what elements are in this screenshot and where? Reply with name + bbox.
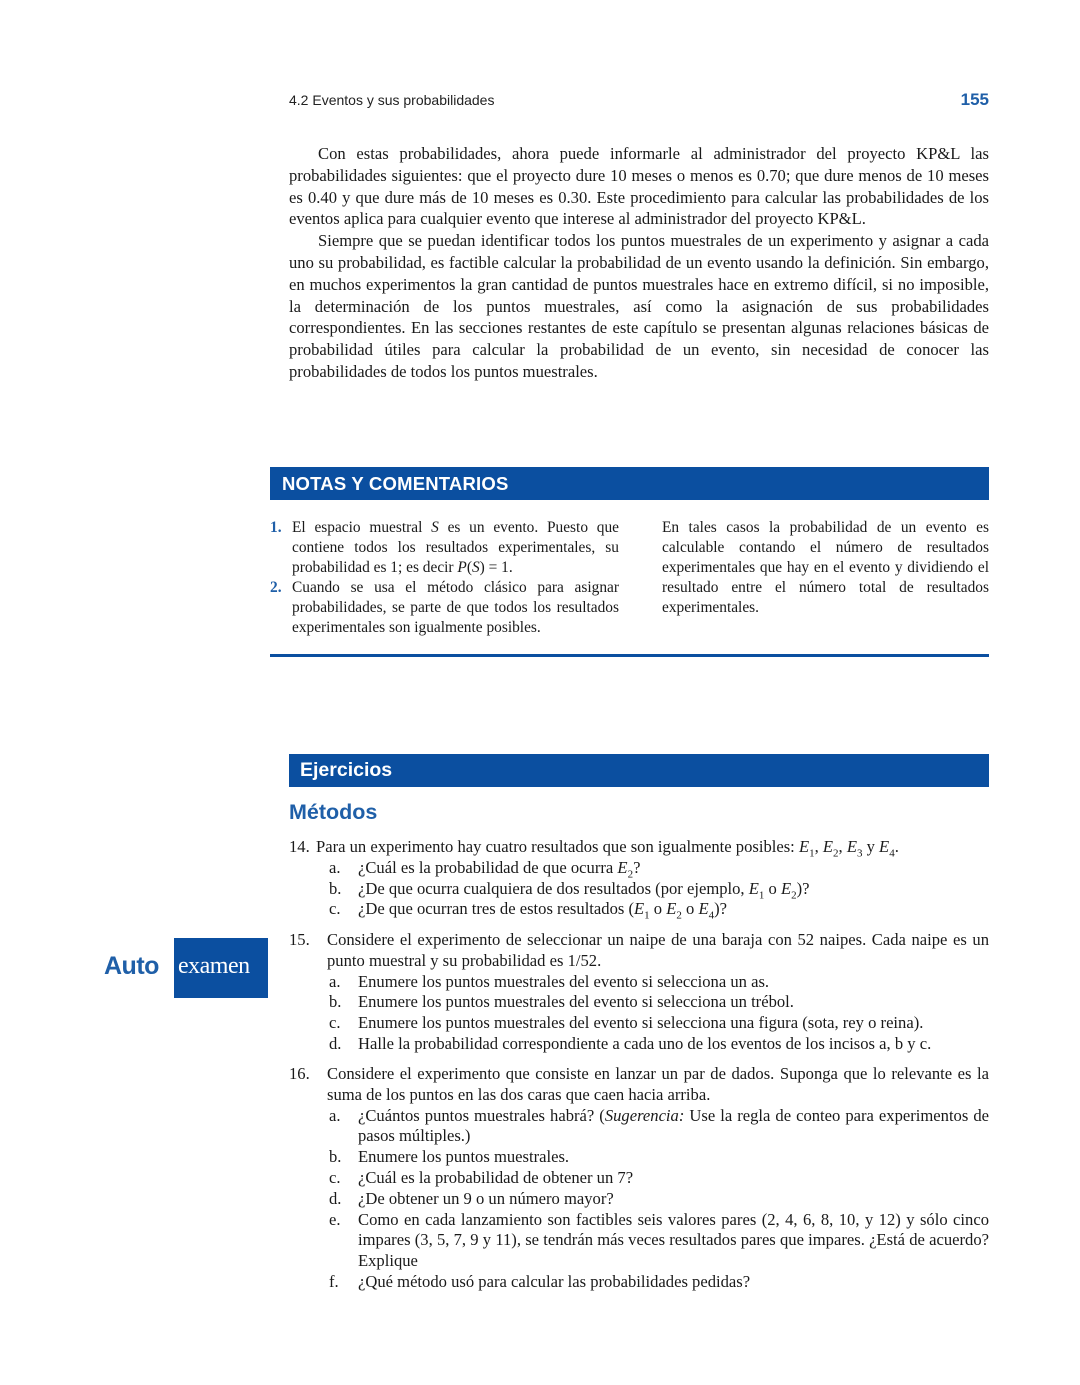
note-2	[270, 578, 619, 638]
note-1-text-c: ) = 1.	[479, 559, 513, 576]
math-e: E	[634, 899, 645, 919]
autoexamen-auto: Auto	[104, 952, 159, 980]
math-e: E	[666, 899, 677, 919]
math-sub: 4	[708, 909, 715, 922]
item-text: Enumere los puntos muestrales del evento si selecciona un as.	[358, 971, 770, 991]
math-sub: 1	[758, 888, 765, 901]
note-2-continuation: En tales casos la probabilidad de un evento es calculable contando el número de resultados experimentales que hay en el evento y dividiendo el resultado entre el número total de resultados experimentales.	[662, 519, 989, 616]
item-text: Como en cada lanzamiento son factibles seis valores pares (2, 4, 6, 8, 10, y 12) y sólo cinco impares (3, 5, 7, 9 y 11), se tendrán más veces resultados pares que impares. ¿Está de acuerdo? Explique	[358, 1209, 989, 1271]
math-sub: 1	[809, 847, 815, 860]
note-2-text: Cuando se usa el método clásico para asignar probabilidades, se parte de que todos los resultados experimentales son igualmente posibles.	[292, 579, 619, 636]
item-text: Halle la probabilidad correspondiente a cada uno de los eventos de los incisos a, b y c.	[358, 1033, 932, 1053]
item-text: o	[649, 899, 667, 919]
note-1	[270, 518, 619, 578]
exercise-16	[289, 1064, 989, 1293]
item-text: ¿Cuántos puntos muestrales habrá? (	[358, 1105, 605, 1125]
item-text: ¿De obtener un 9 o un número mayor?	[358, 1188, 614, 1208]
item-text: ?	[633, 857, 641, 877]
exercise-16-f	[289, 1272, 989, 1293]
running-header	[289, 92, 989, 114]
page-number: 155	[960, 90, 989, 109]
item-text: Enumere los puntos muestrales.	[358, 1147, 570, 1167]
note-1-number: 1.	[270, 519, 282, 536]
exercise-number: 15.	[289, 930, 310, 949]
math-sep: ,	[838, 837, 847, 856]
exercise-16-stem	[289, 1064, 989, 1106]
note-1-text-b: es un evento. Puesto que contiene todos los resultados experimentales, su probabilidad es 1; es decir	[292, 519, 619, 576]
exercise-number: 16.	[289, 1064, 310, 1083]
exercises-title: Ejercicios	[300, 759, 393, 781]
exercise-16-d	[289, 1189, 989, 1210]
note-1-text-a: El espacio muestral	[292, 519, 432, 536]
item-text: ¿Qué método usó para calcular las probabilidades pedidas?	[358, 1271, 751, 1291]
item-label: f.	[329, 1271, 339, 1291]
math-sep: ,	[814, 837, 823, 856]
item-label: a.	[329, 971, 341, 991]
math-sep: y	[862, 837, 880, 856]
exercises-header-bar	[289, 754, 989, 787]
exercise-15-d	[289, 1034, 989, 1055]
methods-subtitle: Métodos	[289, 800, 378, 824]
item-text: Enumere los puntos muestrales del evento si selecciona una figura (sota, rey o reina).	[358, 1013, 924, 1033]
math-e: E	[846, 837, 857, 856]
exercise-15	[289, 930, 989, 1055]
note-2-number: 2.	[270, 579, 282, 596]
paragraph-1: Con estas probabilidades, ahora puede informarle al administrador del proyecto KP&L las probabilidades siguientes: que el proyecto dure 10 meses o menos es 0.70; que dure menos de 10 meses es 0.40 y que dure más de 10 meses es 0.30. Este procedimiento para calcular las probabilidades de los eventos aplica para cualquier evento que interese al administrador del proyecto KP&L.	[289, 144, 989, 229]
exercise-14	[289, 837, 989, 920]
math-e: E	[822, 837, 834, 856]
section-title: 4.2 Eventos y sus probabilidades	[289, 92, 495, 108]
math-sub: 2	[627, 868, 634, 881]
math-e: E	[879, 837, 890, 856]
exercise-16-c	[289, 1168, 989, 1189]
note-1-symbol-s2: S	[471, 559, 480, 576]
paragraph-2: Siempre que se puedan identificar todos los puntos muestrales de un experimento y asignar a cada uno su probabilidad, es factible calcular la probabilidad de un evento usando la definición. Sin embargo, en muchos experimentos la gran cantidad de puntos muestrales hace en extremo difícil, si no imposible, la determinación de los puntos muestrales, así como la asignación de sus probabilidades correspondientes. En las secciones restantes de este capítulo se presentan algunas relaciones básicas de probabilidad útiles para calcular la probabilidad de un evento, sin necesidad de conocer las probabilidades de todos los puntos muestrales.	[289, 231, 989, 381]
note-1-symbol-s: S	[431, 519, 439, 536]
exercise-15-stem	[289, 930, 989, 972]
item-label: d.	[329, 1188, 342, 1208]
autoexamen-examen: examen	[178, 953, 250, 979]
math-sep: .	[894, 837, 899, 856]
item-text: ¿Cuál es la probabilidad de que ocurra	[358, 857, 618, 877]
item-text: ¿De que ocurra cualquiera de dos resultados (por ejemplo,	[358, 878, 749, 898]
exercise-15-b	[289, 992, 989, 1013]
item-text: o	[681, 899, 699, 919]
item-label: c.	[329, 1167, 341, 1187]
notes-title: NOTAS Y COMENTARIOS	[282, 473, 509, 494]
item-label: b.	[329, 992, 342, 1012]
exercise-14-b	[289, 879, 989, 900]
exercise-14-c	[289, 899, 989, 920]
math-e: E	[698, 899, 709, 919]
item-label: a.	[329, 857, 341, 877]
exercise-16-stem-text: Considere el experimento que consiste en lanzar un par de dados. Suponga que lo relevante es la suma de los puntos en las dos caras que caen hacia arriba.	[327, 1064, 989, 1104]
item-text: ¿Cuál es la probabilidad de obtener un 7?	[358, 1167, 634, 1187]
math-e: E	[780, 878, 792, 898]
math-e: E	[798, 837, 810, 856]
math-sub: 2	[676, 909, 682, 922]
item-label: b.	[329, 878, 342, 898]
notes-right-column	[662, 518, 989, 618]
item-text: )?	[796, 878, 810, 898]
math-sub: 2	[833, 847, 839, 860]
exercise-16-b	[289, 1147, 989, 1168]
exercise-16-a	[289, 1106, 989, 1148]
notes-header-bar	[270, 467, 989, 500]
exercise-15-stem-text: Considere el experimento de seleccionar un naipe de una baraja con 52 naipes. Cada naipe es un punto muestral y su probabilidad es 1/52.	[327, 930, 989, 970]
notes-bottom-rule	[270, 654, 989, 657]
note-1-paren: (	[466, 559, 472, 576]
item-label: a.	[329, 1105, 341, 1125]
item-text: Enumere los puntos muestrales del evento si selecciona un trébol.	[358, 992, 794, 1012]
math-sub: 4	[889, 847, 895, 860]
item-label: e.	[329, 1209, 341, 1229]
exercise-number: 14.	[289, 837, 310, 856]
math-e: E	[617, 857, 628, 877]
item-text: ¿De que ocurran tres de estos resultados (	[358, 899, 635, 919]
autoexamen-box	[174, 938, 268, 998]
body-text	[289, 143, 989, 383]
exercise-14-stem-text: Para un experimento hay cuatro resultados que son igualmente posibles:	[316, 837, 799, 856]
exercise-16-e	[289, 1210, 989, 1272]
math-sub: 3	[856, 847, 863, 860]
item-label: c.	[329, 1013, 341, 1033]
note-1-symbol-p: P	[457, 559, 467, 576]
item-text: o	[764, 878, 781, 898]
math-e: E	[748, 878, 759, 898]
item-text: Use la regla de conteo para experimentos de pasos múltiples.)	[358, 1105, 989, 1146]
item-text: )?	[714, 899, 728, 919]
math-sub: 2	[791, 888, 797, 901]
notes-left-column	[270, 518, 619, 638]
exercise-15-c	[289, 1013, 989, 1034]
item-label: c.	[329, 899, 341, 919]
exercise-15-a	[289, 972, 989, 993]
autoexamen-badge	[104, 938, 268, 998]
exercise-14-a	[289, 858, 989, 879]
hint-label: Sugerencia:	[604, 1105, 685, 1125]
item-label: d.	[329, 1033, 342, 1053]
exercise-14-stem	[289, 837, 989, 858]
math-sub: 1	[644, 909, 650, 922]
item-label: b.	[329, 1147, 342, 1167]
